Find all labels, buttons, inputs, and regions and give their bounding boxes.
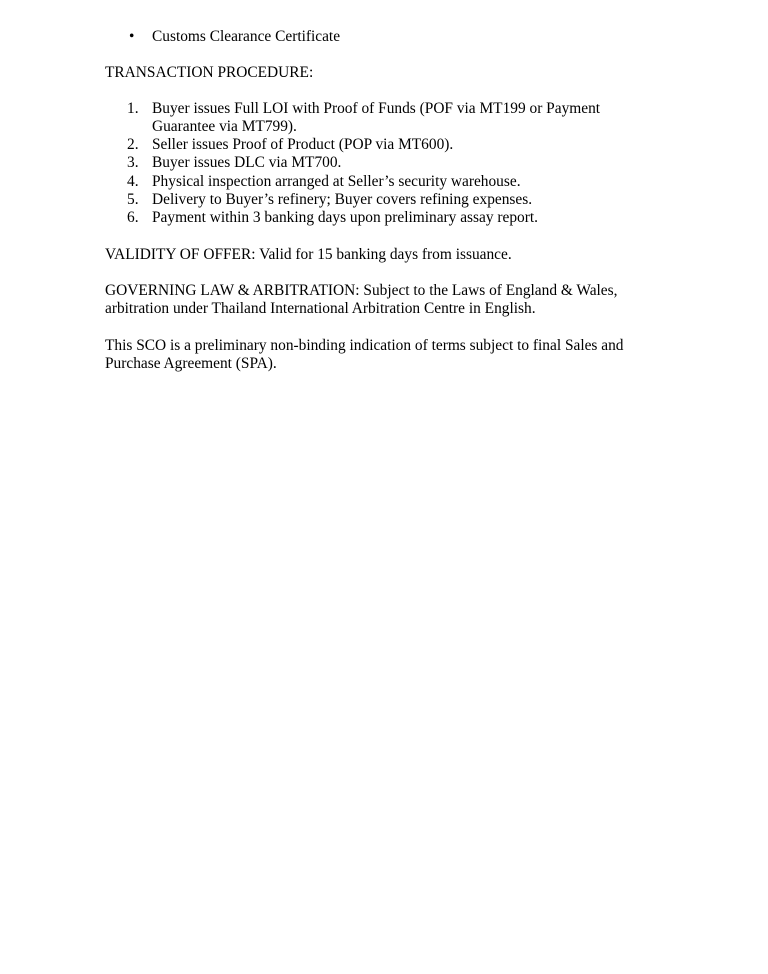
- step-text: Seller issues Proof of Product (POP via MT600).: [152, 136, 454, 154]
- validity-paragraph: VALIDITY OF OFFER: Valid for 15 banking days from issuance.: [105, 245, 512, 263]
- list-item: [105, 191, 665, 209]
- step-number: 5.: [127, 191, 139, 209]
- document-content: [105, 28, 665, 373]
- list-item: [105, 100, 665, 137]
- step-number: 2.: [127, 136, 139, 154]
- bullet-text: Customs Clearance Certificate: [152, 28, 341, 45]
- transaction-procedure-heading: TRANSACTION PROCEDURE:: [105, 64, 314, 82]
- disclaimer-paragraph: This SCO is a preliminary non-binding indication of terms subject to final Sales and Purchase Agreement (SPA).: [105, 336, 624, 372]
- step-number: 1.: [127, 99, 139, 117]
- governing-law-paragraph: GOVERNING LAW & ARBITRATION: Subject to the Laws of England & Wales, arbitration under Thailand International Arbitration Centre in English.: [105, 281, 618, 318]
- list-item: [105, 173, 665, 191]
- step-text: Buyer issues Full LOI with Proof of Funds (POF via MT199 or Payment Guarantee via MT799).: [152, 99, 601, 135]
- step-number: 4.: [127, 172, 139, 190]
- step-number: 3.: [127, 154, 139, 172]
- list-item: [105, 28, 665, 46]
- step-text: Buyer issues DLC via MT700.: [152, 154, 342, 172]
- list-item: [105, 209, 665, 227]
- step-text: Physical inspection arranged at Seller’s security warehouse.: [152, 172, 521, 190]
- step-text: Payment within 3 banking days upon preliminary assay report.: [152, 209, 538, 227]
- step-text: Delivery to Buyer’s refinery; Buyer covers refining expenses.: [152, 191, 533, 209]
- transaction-steps-list: [105, 100, 665, 228]
- bullet-list: [105, 28, 665, 46]
- list-item: [105, 154, 665, 172]
- list-item: [105, 136, 665, 154]
- step-number: 6.: [127, 209, 139, 227]
- bullet-icon: •: [129, 28, 135, 45]
